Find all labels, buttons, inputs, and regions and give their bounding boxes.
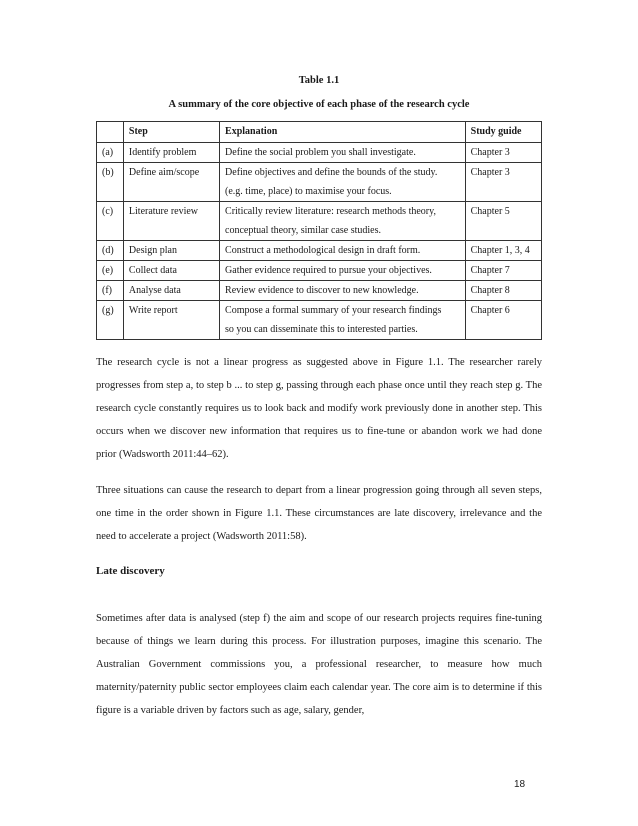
row-explanation	[220, 143, 466, 163]
row-id: (d)	[97, 241, 124, 261]
section-paragraph: Sometimes after data is analysed (step f) the aim and scope of our research projects requires fine-tuning because of things we learn during this process. For illustration purposes, imagine this scenario. The Australian Government commissions you, a professional researcher, to measure how much maternity/paternity public sector employees claim each calendar year. The core aim is to determine if this figure is a variable driven by factors such as age, salary, gender,	[96, 613, 542, 716]
header-id	[97, 122, 124, 143]
explanation-line: so you can disseminate this to interested parties.	[225, 324, 418, 335]
row-step: Identify problem	[123, 143, 219, 163]
row-step: Write report	[123, 301, 219, 340]
row-step: Collect data	[123, 261, 219, 281]
explanation-line: Gather evidence required to pursue your objectives.	[225, 265, 432, 276]
table-row	[97, 301, 542, 340]
explanation-line: Define objectives and define the bounds of the study.	[225, 167, 438, 178]
row-id: (c)	[97, 202, 124, 241]
row-guide: Chapter 1, 3, 4	[465, 241, 541, 261]
table-row	[97, 163, 542, 202]
section-heading: Late discovery	[96, 565, 165, 577]
row-explanation	[220, 261, 466, 281]
row-guide: Chapter 6	[465, 301, 541, 340]
row-step: Design plan	[123, 241, 219, 261]
row-guide: Chapter 8	[465, 281, 541, 301]
body-paragraph: Three situations can cause the research to depart from a linear progression going through all seven steps, one time in the order shown in Figure 1.1. These circumstances are late discovery, irrelevance and the need to accelerate a project (Wadsworth 2011:58).	[96, 485, 542, 542]
row-id: (b)	[97, 163, 124, 202]
header-step: Step	[123, 122, 219, 143]
row-guide: Chapter 5	[465, 202, 541, 241]
header-explanation: Explanation	[220, 122, 466, 143]
explanation-line: Review evidence to discover to new knowledge.	[225, 285, 419, 296]
row-id: (a)	[97, 143, 124, 163]
row-id: (f)	[97, 281, 124, 301]
row-step: Analyse data	[123, 281, 219, 301]
row-explanation	[220, 281, 466, 301]
table-row	[97, 202, 542, 241]
row-explanation	[220, 301, 466, 340]
row-step: Define aim/scope	[123, 163, 219, 202]
row-guide: Chapter 3	[465, 143, 541, 163]
row-explanation	[220, 202, 466, 241]
explanation-line: (e.g. time, place) to maximise your focus.	[225, 186, 392, 197]
table-header-row	[97, 122, 542, 143]
explanation-line: conceptual theory, similar case studies.	[225, 225, 381, 236]
explanation-line: Critically review literature: research methods theory,	[225, 206, 436, 217]
row-explanation	[220, 241, 466, 261]
row-step: Literature review	[123, 202, 219, 241]
row-explanation	[220, 163, 466, 202]
table-title: A summary of the core objective of each phase of the research cycle	[168, 99, 470, 110]
explanation-line: Define the social problem you shall investigate.	[225, 147, 416, 158]
row-guide: Chapter 3	[465, 163, 541, 202]
row-id: (g)	[97, 301, 124, 340]
table-row	[97, 143, 542, 163]
page-number: 18	[514, 779, 526, 790]
table-row	[97, 281, 542, 301]
explanation-line: Construct a methodological design in draft form.	[225, 245, 421, 256]
table-row	[97, 261, 542, 281]
explanation-line: Compose a formal summary of your research findings	[225, 305, 442, 316]
body-paragraph: The research cycle is not a linear progress as suggested above in Figure 1.1. The researcher rarely progresses from step a, to step b ... to step g, passing through each phase once until they reach step g. The research cycle constantly requires us to look back and modify work previously done in another step. This occurs when we discover new information that requires us to fine-tune or abandon work we had done prior (Wadsworth 2011:44–62).	[96, 357, 542, 460]
row-guide: Chapter 7	[465, 261, 541, 281]
header-study-guide: Study guide	[465, 122, 541, 143]
table-row	[97, 241, 542, 261]
table-label: Table 1.1	[298, 75, 340, 86]
research-cycle-table	[96, 121, 542, 340]
row-id: (e)	[97, 261, 124, 281]
